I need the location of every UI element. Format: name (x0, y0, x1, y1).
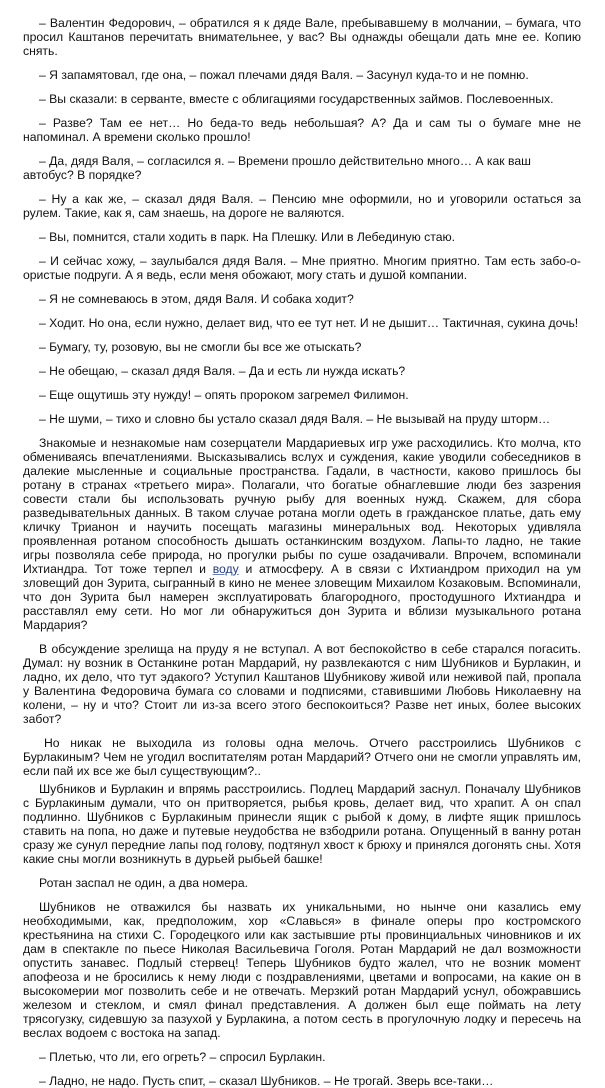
dialogue-paragraph: – Валентин Федорович, – обратился я к дяде Вале, пребывавшему в молчании, – бумага, что просил Каштанов перечитать внимательнее, у вас? Вы однажды обещали дать мне ее. Копию снять. (23, 16, 581, 58)
dialogue-list-item: – Не шуми, – тихо и словно бы устало сказал дядя Валя. – Не вызывай на пруду шторм… (39, 412, 551, 426)
dialogue-paragraph: – Вы сказали: в серванте, вместе с облигациями государственных займов. Послевоенных. (39, 92, 554, 106)
dialogue-paragraph: – И сейчас хожу, – заулыбался дядя Валя. – Мне приятно. Многим приятно. Там есть забо-о-ористые подруги. А я ведь, если меня обожают, могу стать и душой компании. (23, 254, 581, 282)
dialogue-list-item: – Еще ощутишь эту нужду! – опять пророком загремел Филимон. (39, 388, 409, 402)
body-paragraph: В обсуждение зрелища на пруду я не вступал. А вот беспокойство в себе старался погасить. Думал: ну возник в Останкине ротан Мардарий, ну развлекаются с ним Шубников и Бурлакин, и ладно, их дело, что тут эдакого? Уступил Каштанов Шубникову живой или неживой пай, пропала у Валентина Федоровича бумага со словами и подписями, ставившими Любовь Николаевну на колени, – ну и что? Стоит ли из-за всего этого беспокоиться? Разве нет иных, более высоких забот? (23, 642, 581, 726)
body-text: и атмосферу. А в связи с Ихтиандром приходил на ум зловещий дон Зурита, сыгранный в кино не менее зловещим Михаилом Козаковым. Вспоминали, что дон Зурита был намерен эксплуатировать благородного, простодушного Ихтиандра и расставлял ему сети. Но мог ли обнаружиться дон Зурита и вблизи музыкального ротана Мардария? (23, 562, 582, 632)
dialogue-paragraph: – Я запамятовал, где она, – пожал плечами дядя Валя. – Засунул куда-то и не помню. (39, 68, 529, 82)
dialogue-paragraph: – Да, дядя Валя, – согласился я. – Времени прошло действительно много… А как ваш автобус? В порядке? (23, 154, 531, 182)
dialogue-list-item: – Плетью, что ли, его огреть? – спросил Бурлакин. (39, 1050, 326, 1064)
body-paragraph: Ротан заспал не один, а два номера. (39, 876, 248, 890)
dialogue-list-item: – Ходит. Но она, если нужно, делает вид, что ее тут нет. И не дышит… Тактичная, сукина дочь! (39, 316, 579, 330)
body-paragraph: Шубников не отважился бы назвать их уникальными, но нынче они казались ему необходимыми, как, предположим, хор «Славься» в финале оперы про костромского крестьянина на стихи С. Городецкого или как застывшие рты провинциальных чиновников и их дам в спектакле по пьесе Николая Васильевича Гоголя. Ротан Мардарий не дал возможности опустить занавес. Подлый стервец! Теперь Шубников будто жалел, что не возник момент апофеоза и не бросились к нему люди с поздравлениями, цветами и вопросами, на какие он в высокомерии мог позволить себе и не отвечать. Мерзкий ротан Мардарий уснул, обожравшись железом и стеклом, и смял финал представления. А должен был еще поймать на лету трясогузку, сидевшую за пазухой у Бурлакина, а потом сесть в прогулочную лодку и пересечь на веслах водоем с востока на запад. (23, 900, 581, 1040)
hyperlink-vodu[interactable]: воду (212, 562, 239, 576)
body-paragraph: Шубников и Бурлакин и впрямь расстроились. Подлец Мардарий заснул. Поначалу Шубников с Бурлакиным думали, что он притворяется, рыбья кровь, делает вид, что храпит. А он спал подлинно. Шубников с Бурлакиным принесли ящик с рыбой к дому, в лифте ящик пришлось ставить на попа, но даже и путевые неудобства не взбодрили ротана. Опущенный в ванну ротан сразу же сунул передние лапы под голову, подтянул хвост к брюху и принялся догонять сны. Хотя какие сны могли возникнуть в дурьей рыбьей башке! (23, 782, 581, 866)
body-paragraph: Но никак не выходила из головы одна мелочь. Отчего расстроились Шубников с Бурлакиным? Чем не угодил воспитателям ротан Мардарий? Отчего они не смогли управлять им, если пай их все же был существующим?.. (23, 736, 581, 778)
dialogue-list-item: – Ладно, не надо. Пусть спит, – сказал Шубников. – Не трогай. Зверь все-таки… (39, 1074, 494, 1088)
dialogue-list-item: – Бумагу, ту, розовую, вы не смогли бы все же отыскать? (39, 340, 362, 354)
body-paragraph (23, 436, 581, 632)
body-text: Знакомые и незнакомые нам созерцатели Мардариевых игр уже расходились. Кто молча, кто обмениваясь впечатлениями. Высказывались вслух и суждения, какие уводили собеседников в далекие мысленные и социальные пространства. Гадали, в частности, каково пришлось бы ротану в странах «третьего мира». Полагали, что богатые обнаглевшие люди без зазрения совести стали бы использовать ручную рыбу для военных нужд. Скажем, для сбора разведывательных данных. В таком случае ротана могли одеть в гражданское платье, дать ему кличку Трианон и научить посещать магазины минеральных вод. Некоторых удивляла проявленная ротаном способность дышать останкинским воздухом. Лапы-то ладно, не такие игры позволяла себе природа, но прогулки рыбы по суше озадачивали. Впрочем, вспоминали Ихтиандра. Тот тоже терпел и (23, 436, 581, 576)
dialogue-list-item: – Я не сомневаюсь в этом, дядя Валя. И собака ходит? (39, 292, 354, 306)
dialogue-paragraph: – Разве? Там ее нет… Но беда-то ведь небольшая? А? Да и сам ты о бумаге мне не напоминал. А времени сколько прошло! (23, 116, 581, 144)
dialogue-paragraph: – Ну а как же, – сказал дядя Валя. – Пенсию мне оформили, но и уговорили остаться за рулем. Такие, как я, сам знаешь, на дороге не валяются. (23, 192, 581, 220)
dialogue-paragraph: – Вы, помнится, стали ходить в парк. На Плешку. Или в Лебединую стаю. (39, 230, 456, 244)
dialogue-list-item: – Не обещаю, – сказал дядя Валя. – Да и есть ли нужда искать? (39, 364, 406, 378)
